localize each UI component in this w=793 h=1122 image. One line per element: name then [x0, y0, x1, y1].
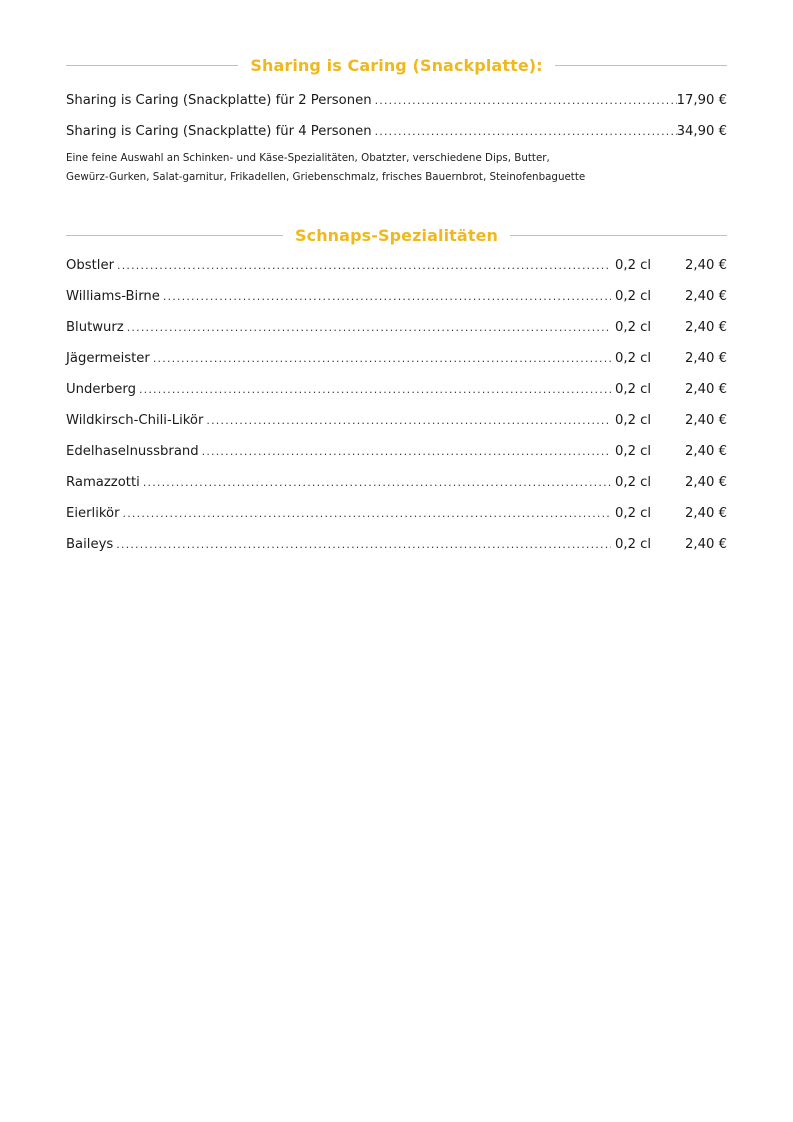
menu-item [66, 529, 727, 560]
item-price: 34,90 € [676, 124, 727, 139]
item-name: Jägermeister [66, 351, 150, 366]
menu-item [66, 436, 727, 467]
dot-leader [153, 343, 611, 374]
item-price: 2,40 € [685, 475, 727, 490]
menu-item [66, 467, 727, 498]
description-line: Eine feine Auswahl an Schinken- und Käse-Spezialitäten, Obatzter, verschiedene Dips, Butter, [66, 152, 550, 164]
dot-leader [116, 529, 611, 560]
item-price: 2,40 € [685, 351, 727, 366]
snack-list [66, 85, 727, 147]
item-quantity: 0,2 cl [615, 444, 652, 459]
item-quantity: 0,2 cl [615, 413, 652, 428]
item-name: Ramazzotti [66, 475, 140, 490]
dot-leader [202, 436, 611, 467]
menu-item [66, 85, 727, 116]
item-price: 2,40 € [685, 320, 727, 335]
snack-section-header [66, 50, 727, 80]
item-quantity: 0,2 cl [615, 382, 652, 397]
menu-item [66, 374, 727, 405]
item-price: 2,40 € [685, 413, 727, 428]
dot-leader [117, 250, 611, 281]
item-price: 2,40 € [685, 537, 727, 552]
item-name: Sharing is Caring (Snackplatte) für 2 Personen [66, 93, 372, 108]
dot-leader [139, 374, 611, 405]
menu-item [66, 116, 727, 147]
item-price: 2,40 € [685, 444, 727, 459]
dot-leader [206, 405, 611, 436]
dot-leader [123, 498, 611, 529]
item-price: 2,40 € [685, 382, 727, 397]
item-name: Williams-Birne [66, 289, 160, 304]
schnaps-section-header [66, 220, 727, 250]
menu-item [66, 405, 727, 436]
menu-item [66, 498, 727, 529]
menu-item [66, 250, 727, 281]
item-price: 2,40 € [685, 258, 727, 273]
dot-leader [375, 116, 677, 147]
item-price: 2,40 € [685, 506, 727, 521]
item-name: Edelhaselnussbrand [66, 444, 199, 459]
item-quantity: 0,2 cl [615, 506, 652, 521]
header-rule-left [66, 235, 283, 236]
item-name: Obstler [66, 258, 114, 273]
item-quantity: 0,2 cl [615, 320, 652, 335]
menu-item [66, 343, 727, 374]
snack-description [66, 149, 727, 187]
item-quantity: 0,2 cl [615, 289, 652, 304]
snack-section-title: Sharing is Caring (Snackplatte): [250, 55, 543, 75]
menu-page [66, 0, 727, 560]
item-quantity: 0,2 cl [615, 351, 652, 366]
item-name: Blutwurz [66, 320, 124, 335]
item-name: Wildkirsch-Chili-Likör [66, 413, 204, 428]
item-name: Eierlikör [66, 506, 120, 521]
item-name: Baileys [66, 537, 114, 552]
item-price: 2,40 € [685, 289, 727, 304]
schnaps-list [66, 250, 727, 560]
dot-leader [163, 281, 611, 312]
dot-leader [127, 312, 611, 343]
menu-item [66, 281, 727, 312]
menu-item [66, 312, 727, 343]
description-line: Gewürz-Gurken, Salat-garnitur, Frikadellen, Griebenschmalz, frisches Bauernbrot, Steinofenbaguette [66, 171, 586, 183]
schnaps-section-title: Schnaps-Spezialitäten [294, 225, 499, 245]
item-price: 17,90 € [676, 93, 727, 108]
header-rule-left [66, 65, 238, 66]
item-quantity: 0,2 cl [615, 475, 652, 490]
header-rule-right [555, 65, 727, 66]
item-quantity: 0,2 cl [615, 537, 652, 552]
dot-leader [375, 85, 677, 116]
item-name: Underberg [66, 382, 136, 397]
dot-leader [143, 467, 611, 498]
item-quantity: 0,2 cl [615, 258, 652, 273]
header-rule-right [510, 235, 727, 236]
item-name: Sharing is Caring (Snackplatte) für 4 Personen [66, 124, 372, 139]
